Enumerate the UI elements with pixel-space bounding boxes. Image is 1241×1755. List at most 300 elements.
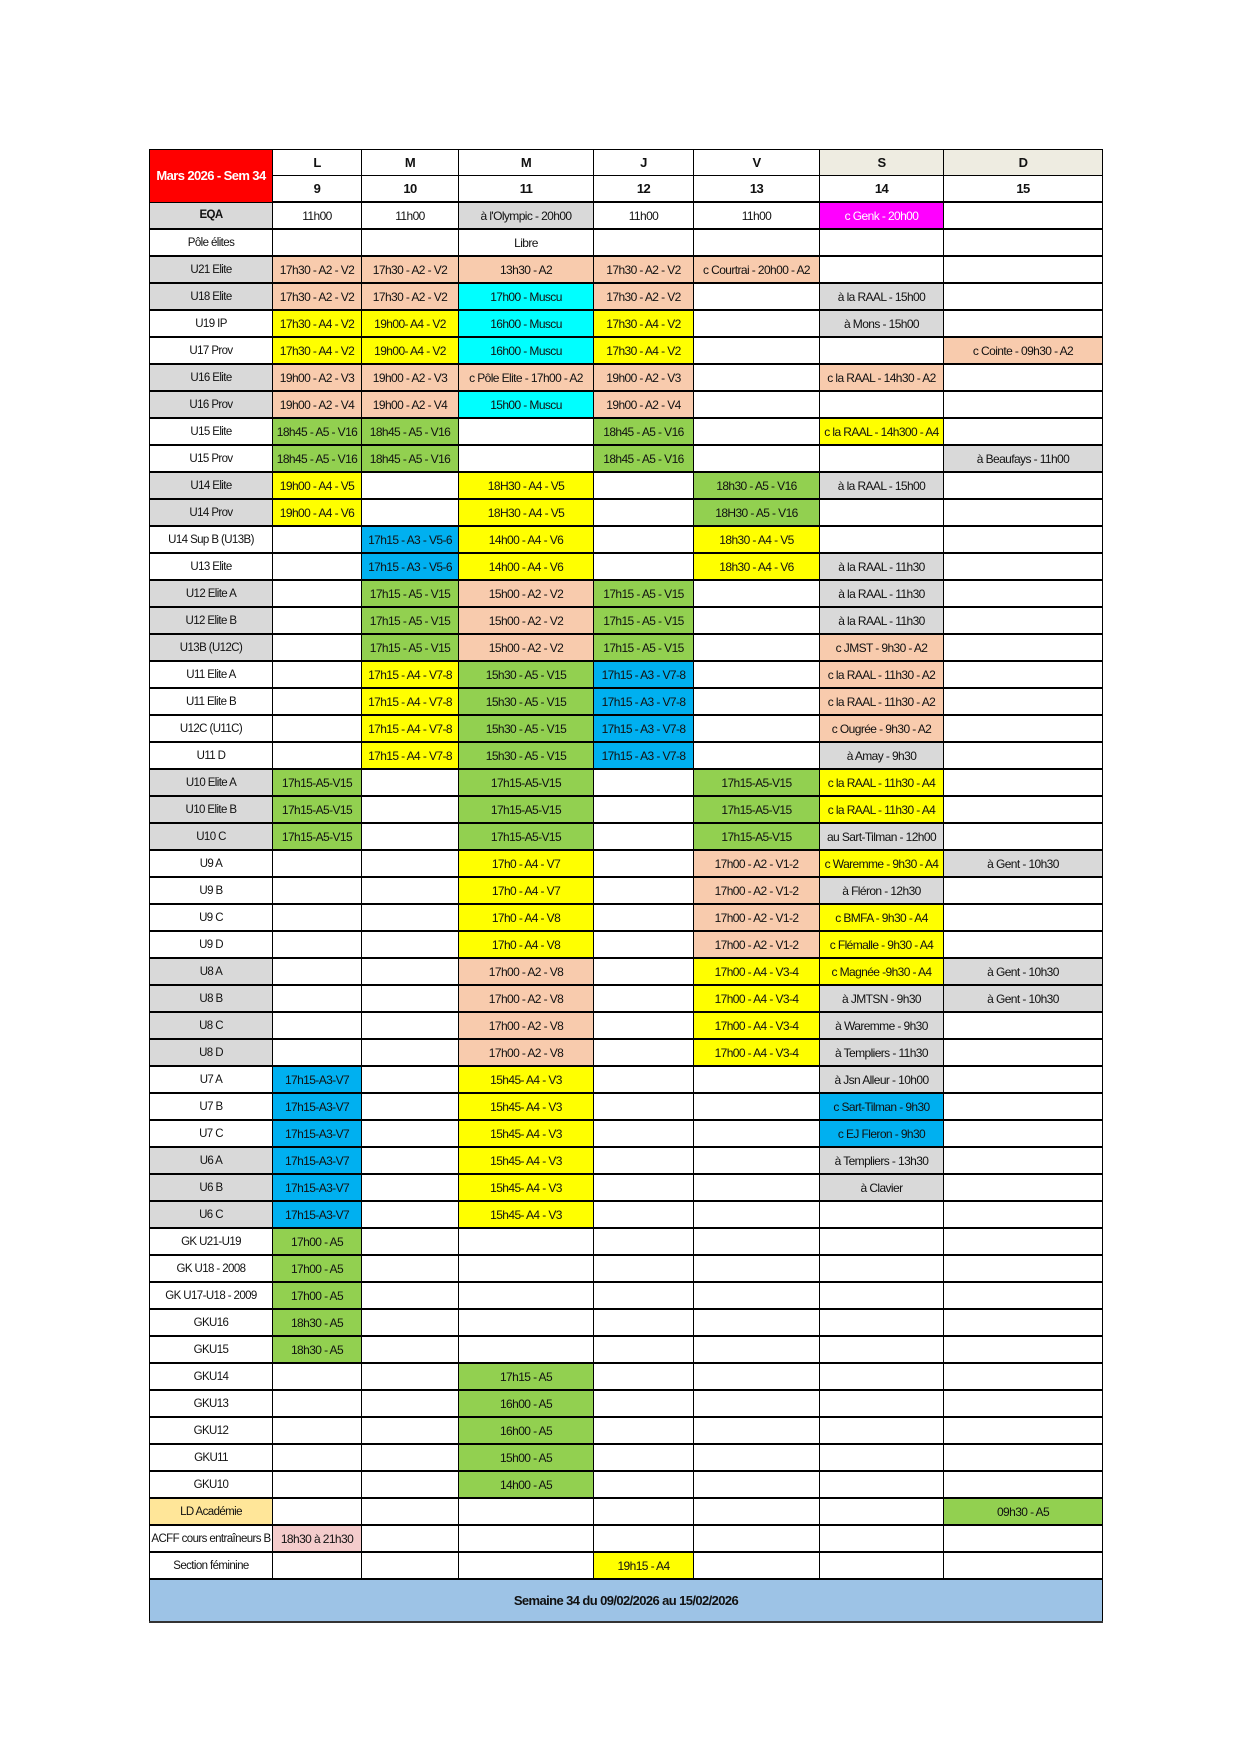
empty-cell — [694, 1471, 820, 1498]
session-cell: c BMFA - 9h30 - A4 — [820, 904, 944, 931]
team-label: U9 A — [150, 850, 273, 877]
team-row — [150, 1390, 1103, 1417]
empty-cell — [362, 1066, 459, 1093]
empty-cell — [273, 580, 362, 607]
team-row — [150, 1336, 1103, 1363]
empty-cell — [944, 1066, 1103, 1093]
team-row — [150, 1066, 1103, 1093]
team-label: U11 Elite A — [150, 661, 273, 688]
session-cell: c la RAAL - 11h30 - A4 — [820, 796, 944, 823]
empty-cell — [594, 499, 694, 526]
session-cell: 17h15 - A5 - V15 — [594, 607, 694, 634]
empty-cell — [362, 931, 459, 958]
team-label: GKU10 — [150, 1471, 273, 1498]
team-label: U8 D — [150, 1039, 273, 1066]
empty-cell — [273, 607, 362, 634]
empty-cell — [820, 1498, 944, 1525]
empty-cell — [459, 1552, 594, 1579]
session-cell: 17h15 - A4 - V7-8 — [362, 688, 459, 715]
team-row — [150, 418, 1103, 445]
empty-cell — [594, 229, 694, 256]
team-row — [150, 1255, 1103, 1282]
empty-cell — [944, 1525, 1103, 1552]
empty-cell — [694, 634, 820, 661]
session-cell: 17h00 - A5 — [273, 1282, 362, 1309]
team-row — [150, 580, 1103, 607]
session-cell: 17h15-A3-V7 — [273, 1147, 362, 1174]
team-label: LD Académie — [150, 1498, 273, 1525]
team-label: U15 Prov — [150, 445, 273, 472]
session-cell: 17h00 - A2 - V1-2 — [694, 931, 820, 958]
empty-cell — [362, 1498, 459, 1525]
session-cell: c Pôle Elite - 17h00 - A2 — [459, 364, 594, 391]
empty-cell — [594, 877, 694, 904]
team-label: U14 Prov — [150, 499, 273, 526]
date-header: 15 — [944, 176, 1103, 203]
team-label: U10 Elite A — [150, 769, 273, 796]
empty-cell — [273, 1552, 362, 1579]
session-cell: 16h00 - A5 — [459, 1390, 594, 1417]
session-cell: 17h15 - A3 - V7-8 — [594, 661, 694, 688]
empty-cell — [362, 1309, 459, 1336]
session-cell: 15h45- A4 - V3 — [459, 1120, 594, 1147]
team-label: GK U17-U18 - 2009 — [150, 1282, 273, 1309]
team-label: U7 A — [150, 1066, 273, 1093]
empty-cell — [694, 1093, 820, 1120]
empty-cell — [362, 1201, 459, 1228]
empty-cell — [594, 1498, 694, 1525]
empty-cell — [944, 1552, 1103, 1579]
empty-cell — [594, 1012, 694, 1039]
empty-cell — [362, 472, 459, 499]
empty-cell — [944, 1147, 1103, 1174]
team-label: U13B (U12C) — [150, 634, 273, 661]
team-label: U9 B — [150, 877, 273, 904]
team-row — [150, 472, 1103, 499]
empty-cell — [944, 931, 1103, 958]
empty-cell — [820, 1228, 944, 1255]
session-cell: 18h30 - A5 - V16 — [694, 472, 820, 499]
empty-cell — [694, 1390, 820, 1417]
session-cell: 18H30 - A4 - V5 — [459, 472, 594, 499]
empty-cell — [694, 310, 820, 337]
empty-cell — [944, 418, 1103, 445]
team-row — [150, 1363, 1103, 1390]
session-cell: 17h0 - A4 - V8 — [459, 904, 594, 931]
team-row — [150, 1471, 1103, 1498]
team-row — [150, 607, 1103, 634]
session-cell: c Cointe - 09h30 - A2 — [944, 337, 1103, 364]
empty-cell — [944, 877, 1103, 904]
session-cell: 17h15 - A4 - V7-8 — [362, 715, 459, 742]
team-row — [150, 715, 1103, 742]
empty-cell — [273, 904, 362, 931]
session-cell: 17h0 - A4 - V8 — [459, 931, 594, 958]
empty-cell — [273, 715, 362, 742]
session-cell: 11h00 — [694, 202, 820, 229]
session-cell: 17h15-A5-V15 — [459, 769, 594, 796]
team-row — [150, 1012, 1103, 1039]
team-row — [150, 1120, 1103, 1147]
team-row — [150, 202, 1103, 229]
empty-cell — [362, 1390, 459, 1417]
empty-cell — [820, 1363, 944, 1390]
team-label: GK U18 - 2008 — [150, 1255, 273, 1282]
session-cell: 17h30 - A2 - V2 — [273, 256, 362, 283]
session-cell: 17h15-A5-V15 — [459, 796, 594, 823]
empty-cell — [820, 1282, 944, 1309]
team-label: U9 C — [150, 904, 273, 931]
empty-cell — [694, 607, 820, 634]
empty-cell — [594, 1444, 694, 1471]
session-cell: 19h00 - A4 - V5 — [273, 472, 362, 499]
empty-cell — [362, 958, 459, 985]
empty-cell — [594, 1174, 694, 1201]
empty-cell — [820, 1390, 944, 1417]
empty-cell — [944, 769, 1103, 796]
empty-cell — [694, 1228, 820, 1255]
session-cell: 16h00 - A5 — [459, 1417, 594, 1444]
session-cell: 19h00 - A2 - V4 — [273, 391, 362, 418]
empty-cell — [944, 472, 1103, 499]
date-header: 11 — [459, 176, 594, 203]
team-label: Section féminine — [150, 1552, 273, 1579]
empty-cell — [944, 229, 1103, 256]
team-row — [150, 1525, 1103, 1552]
empty-cell — [820, 499, 944, 526]
empty-cell — [594, 1336, 694, 1363]
empty-cell — [944, 256, 1103, 283]
session-cell: 15h45- A4 - V3 — [459, 1201, 594, 1228]
session-cell: 18h30 - A5 — [273, 1309, 362, 1336]
empty-cell — [362, 1336, 459, 1363]
team-row — [150, 499, 1103, 526]
empty-cell — [594, 1039, 694, 1066]
empty-cell — [362, 769, 459, 796]
session-cell: 17h15 - A4 - V7-8 — [362, 661, 459, 688]
session-cell: 09h30 - A5 — [944, 1498, 1103, 1525]
session-cell: à Gent - 10h30 — [944, 850, 1103, 877]
session-cell: à Gent - 10h30 — [944, 985, 1103, 1012]
team-row — [150, 850, 1103, 877]
empty-cell — [362, 796, 459, 823]
empty-cell — [273, 1444, 362, 1471]
empty-cell — [594, 526, 694, 553]
empty-cell — [694, 1417, 820, 1444]
session-cell: 17h15-A5-V15 — [459, 823, 594, 850]
session-cell: 18h30 - A4 - V6 — [694, 553, 820, 580]
team-row — [150, 634, 1103, 661]
team-label: U15 Elite — [150, 418, 273, 445]
session-cell: 17h00 - Muscu — [459, 283, 594, 310]
empty-cell — [459, 1336, 594, 1363]
empty-cell — [820, 1552, 944, 1579]
empty-cell — [820, 1417, 944, 1444]
empty-cell — [944, 202, 1103, 229]
team-label: U9 D — [150, 931, 273, 958]
empty-cell — [944, 1039, 1103, 1066]
empty-cell — [362, 904, 459, 931]
empty-cell — [694, 1120, 820, 1147]
team-label: U6 A — [150, 1147, 273, 1174]
empty-cell — [944, 1255, 1103, 1282]
empty-cell — [694, 1336, 820, 1363]
empty-cell — [459, 1228, 594, 1255]
empty-cell — [944, 661, 1103, 688]
empty-cell — [362, 1552, 459, 1579]
schedule-title: Mars 2026 - Sem 34 — [150, 150, 273, 203]
empty-cell — [820, 526, 944, 553]
day-header: L — [273, 150, 362, 176]
session-cell: 17h15-A3-V7 — [273, 1174, 362, 1201]
empty-cell — [362, 1363, 459, 1390]
team-row — [150, 904, 1103, 931]
session-cell: 17h00 - A5 — [273, 1255, 362, 1282]
team-label: U8 B — [150, 985, 273, 1012]
date-header: 13 — [694, 176, 820, 203]
empty-cell — [362, 1228, 459, 1255]
empty-cell — [694, 337, 820, 364]
empty-cell — [273, 958, 362, 985]
empty-cell — [362, 1147, 459, 1174]
empty-cell — [594, 1147, 694, 1174]
team-row — [150, 553, 1103, 580]
session-cell: c la RAAL - 14h30 - A2 — [820, 364, 944, 391]
header-dates-row — [150, 176, 1103, 203]
empty-cell — [594, 904, 694, 931]
session-cell: 17h15-A3-V7 — [273, 1120, 362, 1147]
empty-cell — [820, 256, 944, 283]
team-row — [150, 958, 1103, 985]
session-cell: 16h00 - Muscu — [459, 337, 594, 364]
empty-cell — [459, 418, 594, 445]
empty-cell — [944, 1201, 1103, 1228]
empty-cell — [273, 1498, 362, 1525]
team-label: EQA — [150, 202, 273, 229]
empty-cell — [594, 1093, 694, 1120]
session-cell: 17h30 - A4 - V2 — [273, 310, 362, 337]
date-header: 10 — [362, 176, 459, 203]
session-cell: 17h15 - A5 - V15 — [362, 634, 459, 661]
header-days-row — [150, 150, 1103, 176]
team-row — [150, 823, 1103, 850]
session-cell: 15h45- A4 - V3 — [459, 1093, 594, 1120]
session-cell: 18H30 - A5 - V16 — [694, 499, 820, 526]
session-cell: 18h45 - A5 - V16 — [362, 445, 459, 472]
empty-cell — [594, 823, 694, 850]
empty-cell — [944, 742, 1103, 769]
empty-cell — [273, 1039, 362, 1066]
session-cell: 17h00 - A4 - V3-4 — [694, 985, 820, 1012]
empty-cell — [273, 931, 362, 958]
empty-cell — [944, 1417, 1103, 1444]
session-cell: à JMTSN - 9h30 — [820, 985, 944, 1012]
session-cell: c Flémalle - 9h30 - A4 — [820, 931, 944, 958]
empty-cell — [944, 1471, 1103, 1498]
session-cell: 15h00 - A5 — [459, 1444, 594, 1471]
session-cell: à Jsn Alleur - 10h00 — [820, 1066, 944, 1093]
session-cell: 19h00- A4 - V2 — [362, 337, 459, 364]
session-cell: 17h00 - A4 - V3-4 — [694, 1012, 820, 1039]
empty-cell — [694, 580, 820, 607]
session-cell: 17h15-A3-V7 — [273, 1066, 362, 1093]
empty-cell — [820, 445, 944, 472]
session-cell: 18h45 - A5 - V16 — [362, 418, 459, 445]
empty-cell — [273, 742, 362, 769]
day-header: M — [459, 150, 594, 176]
session-cell: 17h00 - A2 - V1-2 — [694, 850, 820, 877]
session-cell: 18h30 à 21h30 — [273, 1525, 362, 1552]
day-header: S — [820, 150, 944, 176]
empty-cell — [944, 823, 1103, 850]
session-cell: 18h45 - A5 - V16 — [594, 445, 694, 472]
session-cell: 15h30 - A5 - V15 — [459, 715, 594, 742]
empty-cell — [694, 1174, 820, 1201]
empty-cell — [820, 1336, 944, 1363]
session-cell: à la RAAL - 11h30 — [820, 607, 944, 634]
empty-cell — [594, 1390, 694, 1417]
empty-cell — [273, 1012, 362, 1039]
session-cell: c JMST - 9h30 - A2 — [820, 634, 944, 661]
team-row — [150, 1309, 1103, 1336]
team-row — [150, 985, 1103, 1012]
team-label: U21 Elite — [150, 256, 273, 283]
empty-cell — [944, 553, 1103, 580]
empty-cell — [273, 1390, 362, 1417]
session-cell: à la RAAL - 15h00 — [820, 283, 944, 310]
empty-cell — [694, 742, 820, 769]
session-cell: 17h00 - A2 - V8 — [459, 985, 594, 1012]
empty-cell — [944, 796, 1103, 823]
team-row — [150, 310, 1103, 337]
team-row — [150, 1417, 1103, 1444]
session-cell: 17h15-A5-V15 — [694, 823, 820, 850]
session-cell: 17h30 - A4 - V2 — [594, 337, 694, 364]
session-cell: à Templiers - 13h30 — [820, 1147, 944, 1174]
empty-cell — [944, 1363, 1103, 1390]
empty-cell — [694, 1201, 820, 1228]
session-cell: c la RAAL - 11h30 - A4 — [820, 769, 944, 796]
empty-cell — [944, 526, 1103, 553]
session-cell: c Waremme - 9h30 - A4 — [820, 850, 944, 877]
empty-cell — [594, 1228, 694, 1255]
team-row — [150, 445, 1103, 472]
empty-cell — [944, 1012, 1103, 1039]
session-cell: 19h00 - A2 - V3 — [594, 364, 694, 391]
empty-cell — [944, 715, 1103, 742]
session-cell: 17h15 - A5 - V15 — [594, 634, 694, 661]
session-cell: 17h15-A3-V7 — [273, 1093, 362, 1120]
day-header: J — [594, 150, 694, 176]
empty-cell — [820, 1309, 944, 1336]
team-label: U13 Elite — [150, 553, 273, 580]
team-label: U11 Elite B — [150, 688, 273, 715]
empty-cell — [594, 769, 694, 796]
empty-cell — [362, 1282, 459, 1309]
empty-cell — [362, 1255, 459, 1282]
session-cell: à la RAAL - 11h30 — [820, 580, 944, 607]
empty-cell — [273, 688, 362, 715]
empty-cell — [362, 985, 459, 1012]
team-label: U14 Elite — [150, 472, 273, 499]
empty-cell — [944, 1390, 1103, 1417]
session-cell: 17h15 - A4 - V7-8 — [362, 742, 459, 769]
session-cell: 17h15-A3-V7 — [273, 1201, 362, 1228]
session-cell: 15h30 - A5 - V15 — [459, 742, 594, 769]
empty-cell — [694, 715, 820, 742]
session-cell: 11h00 — [594, 202, 694, 229]
empty-cell — [273, 634, 362, 661]
session-cell: 13h30 - A2 — [459, 256, 594, 283]
empty-cell — [594, 1282, 694, 1309]
empty-cell — [594, 1363, 694, 1390]
empty-cell — [694, 1066, 820, 1093]
session-cell: 17h00 - A4 - V3-4 — [694, 1039, 820, 1066]
team-label: GK U21-U19 — [150, 1228, 273, 1255]
session-cell: c Courtrai - 20h00 - A2 — [694, 256, 820, 283]
session-cell: c Sart-Tilman - 9h30 — [820, 1093, 944, 1120]
empty-cell — [362, 1120, 459, 1147]
empty-cell — [459, 1498, 594, 1525]
empty-cell — [459, 1309, 594, 1336]
session-cell: 15h00 - A2 - V2 — [459, 607, 594, 634]
team-row — [150, 1498, 1103, 1525]
team-row — [150, 526, 1103, 553]
session-cell: c EJ Fleron - 9h30 — [820, 1120, 944, 1147]
session-cell: 18h30 - A5 — [273, 1336, 362, 1363]
empty-cell — [362, 229, 459, 256]
team-row — [150, 1201, 1103, 1228]
empty-cell — [594, 796, 694, 823]
session-cell: à la RAAL - 15h00 — [820, 472, 944, 499]
session-cell: 15h45- A4 - V3 — [459, 1147, 594, 1174]
empty-cell — [944, 283, 1103, 310]
session-cell: à l'Olympic - 20h00 — [459, 202, 594, 229]
empty-cell — [273, 985, 362, 1012]
empty-cell — [820, 391, 944, 418]
empty-cell — [694, 445, 820, 472]
session-cell: à Gent - 10h30 — [944, 958, 1103, 985]
empty-cell — [362, 1093, 459, 1120]
session-cell: 17h15 - A3 - V5-6 — [362, 553, 459, 580]
empty-cell — [694, 1282, 820, 1309]
team-row — [150, 769, 1103, 796]
session-cell: 17h30 - A2 - V2 — [594, 283, 694, 310]
session-cell: c la RAAL - 14h300 - A4 — [820, 418, 944, 445]
session-cell: 15h30 - A5 - V15 — [459, 661, 594, 688]
empty-cell — [944, 1174, 1103, 1201]
session-cell: 17h0 - A4 - V7 — [459, 850, 594, 877]
empty-cell — [694, 1363, 820, 1390]
team-row — [150, 1174, 1103, 1201]
session-cell: 17h00 - A2 - V1-2 — [694, 904, 820, 931]
session-cell: c la RAAL - 11h30 - A2 — [820, 661, 944, 688]
empty-cell — [362, 1174, 459, 1201]
session-cell: 18h45 - A5 - V16 — [594, 418, 694, 445]
team-row — [150, 742, 1103, 769]
empty-cell — [594, 1255, 694, 1282]
team-row — [150, 1282, 1103, 1309]
session-cell: 17h0 - A4 - V7 — [459, 877, 594, 904]
session-cell: 17h00 - A2 - V1-2 — [694, 877, 820, 904]
team-row — [150, 337, 1103, 364]
team-label: U7 C — [150, 1120, 273, 1147]
empty-cell — [820, 337, 944, 364]
session-cell: 17h15 - A5 - V15 — [362, 607, 459, 634]
empty-cell — [594, 1309, 694, 1336]
team-label: Pôle élites — [150, 229, 273, 256]
empty-cell — [944, 1309, 1103, 1336]
